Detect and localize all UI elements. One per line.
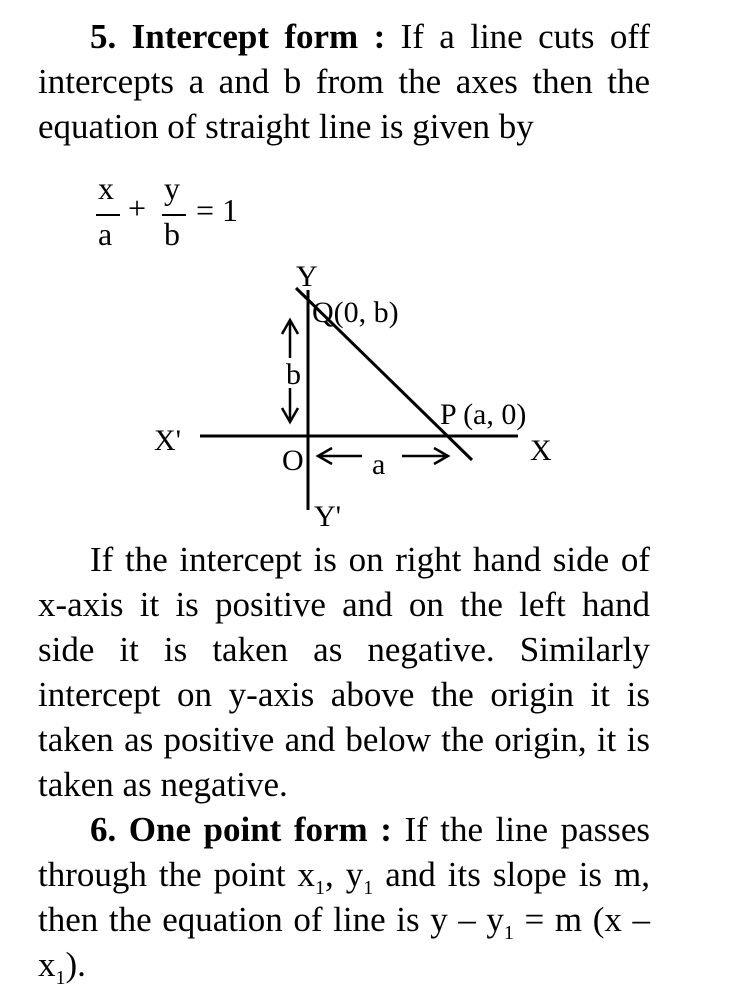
label-a: a [372, 448, 386, 481]
intercept-formula [92, 172, 272, 262]
subscript-1: 1 [363, 877, 374, 899]
section-6-text-5: ). [65, 945, 86, 984]
section-6-text-4: = m (x – x [38, 900, 650, 984]
section-5-heading: 5. Intercept form : [90, 17, 386, 56]
label-y-prime: Y' [314, 500, 342, 533]
section-5-text: If a line cuts off intercepts a and b from the axes then the equation of straight line is given by [38, 17, 651, 146]
label-y: Y [296, 260, 318, 293]
formula-denominator-a: a [98, 216, 113, 252]
formula-equals-one: = 1 [196, 192, 239, 228]
label-q: Q(0, b) [312, 296, 399, 329]
label-b: b [286, 358, 301, 391]
section-6-text-2: , y [325, 855, 364, 894]
section-6-text-1: If the line passes through the point x [38, 810, 651, 894]
formula-numerator-y: y [164, 170, 180, 206]
subscript-1: 1 [503, 922, 514, 944]
subscript-1: 1 [315, 877, 326, 899]
label-p: P (a, 0) [440, 398, 527, 431]
section-6-text-3: and its slope is m, then the equation of line is y – y [38, 855, 650, 939]
section-6-paragraph [38, 807, 650, 987]
label-x: X [530, 434, 552, 467]
label-x-prime: X' [154, 424, 182, 457]
section-6-heading: 6. One point form : [90, 810, 392, 849]
formula-denominator-b: b [164, 216, 180, 252]
formula-plus: + [128, 190, 147, 226]
intercept-sign-paragraph: If the intercept is on right hand side of x-axis it is positive and on the left hand side it is taken as negative. Similarly intercept on y-axis above the origin it is taken as positive and below the origin, it is taken as negative. [38, 540, 650, 804]
label-origin: O [282, 444, 304, 477]
subscript-1: 1 [55, 967, 66, 989]
intercept-diagram [0, 260, 733, 540]
section-5-paragraph [38, 14, 650, 149]
formula-numerator-x: x [98, 170, 114, 206]
